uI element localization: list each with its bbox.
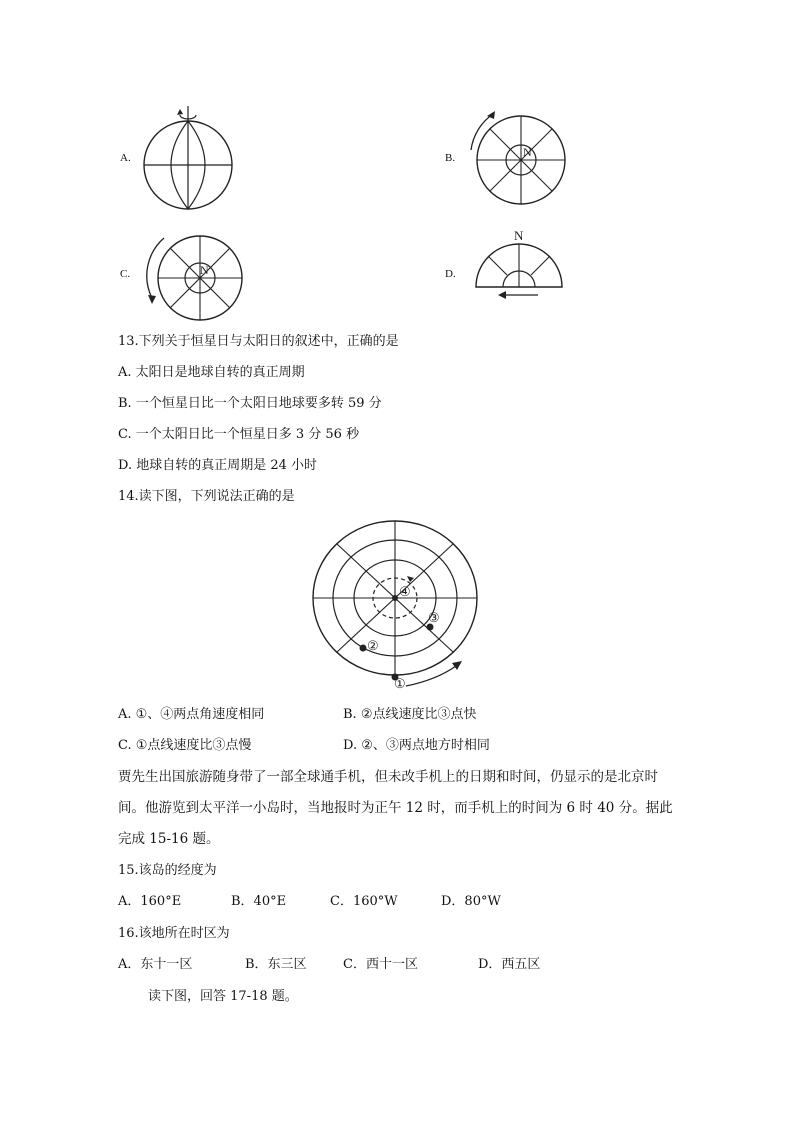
figure-c-polar-view [138,228,248,328]
q16-option-b: B．东三区 [245,957,307,972]
passage-line-2: 间。他游览到太平洋一小岛时，当地报时为正午 12 时，而手机上的时间为 6 时 40 分。据此 [118,800,673,816]
q15-option-c: C．160°W [330,894,398,909]
figure-a-label: A. [120,152,131,164]
figure-a-globe [140,100,240,215]
figure-b-label: B. [445,152,456,164]
q14-point-3: ③ [428,610,440,625]
figure-b-polar-view [463,108,573,208]
q15-option-d: D．80°W [441,894,501,909]
q14-option-a: A. ①、④两点角速度相同 [118,707,265,722]
q16-stem: 16.该地所在时区为 [118,926,230,941]
q14-point-4: ④ [399,584,411,599]
q14-polar-figure [306,520,486,695]
figure-d-label: D. [445,268,456,280]
q16-option-c: C．西十一区 [343,957,418,972]
figure-c-label: C. [120,268,131,280]
q15-stem: 15.该岛的经度为 [118,863,217,878]
q14-option-c: C. ①点线速度比③点慢 [118,738,252,753]
q15-option-b: B．40°E [231,894,287,909]
q14-stem: 14.读下图，下列说法正确的是 [118,489,295,504]
q14-option-d: D. ②、③两点地方时相同 [343,738,490,753]
q14-option-b: B. ②点线速度比③点快 [343,707,477,722]
q13-option-c: C. 一个太阳日比一个恒星日多 3 分 56 秒 [118,427,360,442]
instruction-17-18: 读下图，回答 17-18 题。 [148,989,298,1004]
figure-b-pole-label: N [523,145,532,159]
passage-line-3: 完成 15-16 题。 [118,831,220,847]
q16-option-d: D．西五区 [478,957,541,972]
figure-d-half-globe [470,225,570,305]
figure-c-pole-label: N [200,263,209,277]
q14-point-1: ① [394,676,406,691]
q13-option-a: A. 太阳日是地球自转的真正周期 [118,365,305,380]
q16-option-a: A．东十一区 [118,957,193,972]
q13-stem: 13.下列关于恒星日与太阳日的叙述中，正确的是 [118,334,399,349]
figure-d-pole-label: N [514,228,524,243]
q13-option-b: B. 一个恒星日比一个太阳日地球要多转 59 分 [118,396,382,411]
q13-option-d: D. 地球自转的真正周期是 24 小时 [118,458,318,473]
passage-line-1: 贾先生出国旅游随身带了一部全球通手机，但未改手机上的日期和时间，仍显示的是北京时 [118,769,658,785]
q15-option-a: A．160°E [118,894,182,909]
q14-point-2: ② [367,638,379,653]
